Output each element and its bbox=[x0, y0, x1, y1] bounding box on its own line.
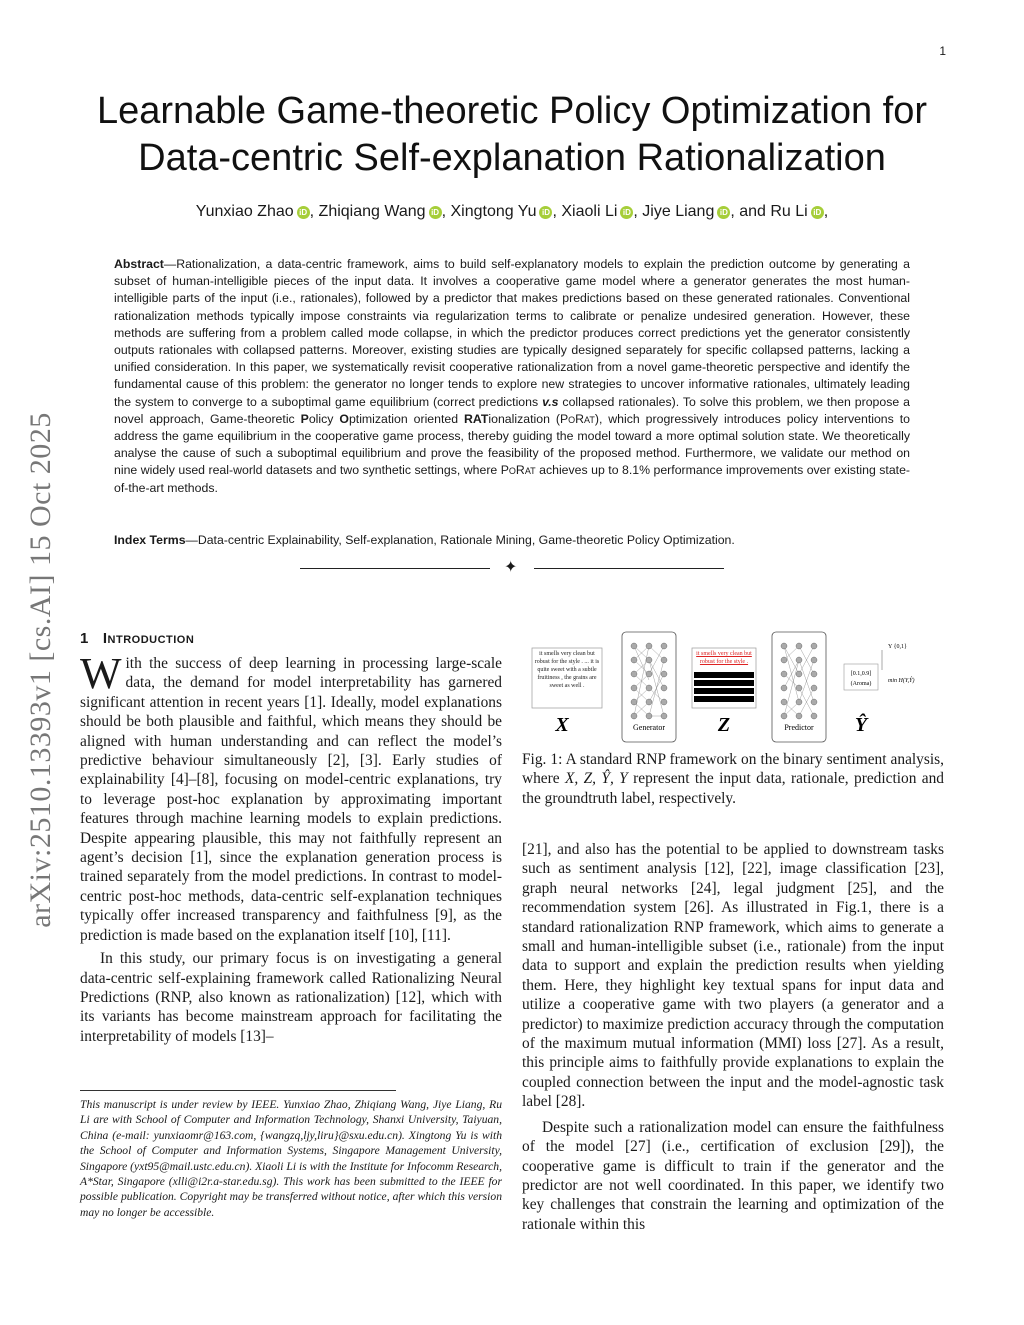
figure-caption bbox=[522, 750, 944, 808]
orcid-icon[interactable]: iD bbox=[429, 206, 442, 219]
author-joiner: , and bbox=[730, 203, 771, 220]
masked-token-bar bbox=[694, 688, 754, 694]
caption-text: Fig. 1: A standard RNP framework on the binary sentiment analysis, where bbox=[522, 751, 944, 788]
left-column bbox=[80, 649, 502, 1046]
abstract-label: Abstract bbox=[114, 257, 164, 271]
abstract-text: ), which progressively introduces policy interventions to address the game equilibrium in the cooperative game process, thereby guiding the model toward a more optimal solution state. We theoretically analyse the cause of such a suboptimal equilibrium and prove the feasibility of the proposed method. Furthermore, we validate our method on nine widely used real-world datasets and two synthetic settings, where bbox=[114, 411, 910, 478]
rnp-figure bbox=[522, 630, 944, 744]
masked-token-bar bbox=[694, 696, 754, 702]
page-number: 1 bbox=[939, 44, 946, 58]
generator-label: Generator bbox=[633, 723, 665, 732]
index-terms-text: Data-centric Explainability, Self-explanation, Rationale Mining, Game-theoretic Policy Optimization. bbox=[197, 533, 735, 547]
abstract-bold: P bbox=[300, 411, 309, 426]
intro-paragraph: In this study, our primary focus is on investigating a general data-centric self-explaining framework called Rationalizing Neural Predictions (RNP, also known as rationalization) [12], which with its variants has become mainstream approach for facilitating the interpretability of models [13]– bbox=[80, 950, 502, 1045]
abstract-text: olicy bbox=[308, 411, 340, 426]
section-number: 1 bbox=[80, 630, 89, 647]
divider-line bbox=[300, 568, 490, 569]
right-column bbox=[522, 840, 944, 1234]
index-terms-label: Index Terms bbox=[114, 533, 186, 547]
method-name: PoRat bbox=[559, 411, 595, 426]
author-separator: , bbox=[441, 203, 451, 220]
intro-paragraph bbox=[80, 649, 502, 945]
section-heading bbox=[80, 630, 194, 647]
orcid-icon[interactable]: iD bbox=[539, 206, 552, 219]
intro-text: ith the success of deep learning in processing large-scale data, the demand for model interpretability has garnered significant attention in recent years [1]. Ideally, model explanations should be both plausible and faithful, which means they should be aligned with human understanding and can reflect the model’s predictive behaviour simultaneously [2], [3]. Early studies of explainability [4]–[8], focusing on model-centric explanations, try to leverage post-hoc explanation by approximating important features through machine learning models to explain predictions. Despite appearing plausible, this may not faithfully represent an agent’s decision [1], since the explanation generation process is trained separately from the model predictions. In contrast to model-centric post-hoc methods, data-centric self-explanation techniques typically offer increased transparency and faithfulness [9], as the prediction is made based on the explanation itself [10], [11]. bbox=[80, 655, 502, 944]
z-label: Z bbox=[717, 714, 731, 736]
author-name: Xingtong Yu bbox=[450, 203, 537, 220]
abstract-dash: — bbox=[163, 257, 177, 271]
masked-token-bar bbox=[694, 680, 754, 686]
masked-token-bar bbox=[694, 672, 754, 678]
author-separator: , bbox=[633, 203, 643, 220]
author-separator: , bbox=[823, 203, 829, 220]
rationale-text: it smells very clean but robust for the style . bbox=[696, 651, 752, 665]
interval-label: [0.1,0.9] bbox=[850, 671, 872, 677]
author-name: Jiye Liang bbox=[642, 203, 715, 220]
label-set: Y {0,1} bbox=[888, 644, 907, 650]
abstract-text: ptimization oriented bbox=[348, 411, 465, 426]
paper-title: Learnable Game-theoretic Policy Optimization for Data-centric Self-explanation Rationalization bbox=[96, 90, 928, 179]
orcid-icon[interactable]: iD bbox=[811, 206, 824, 219]
author-list bbox=[60, 203, 964, 221]
arxiv-stamp bbox=[6, 380, 76, 960]
divider-star-icon: ✦ bbox=[504, 559, 518, 576]
loss-label: min H(Y,Ŷ) bbox=[888, 678, 915, 684]
abstract-bold: RAT bbox=[464, 411, 489, 426]
orcid-icon[interactable]: iD bbox=[717, 206, 730, 219]
caption-text: represent the input data, rationale, prediction and the groundtruth label, respectively. bbox=[522, 770, 945, 807]
aroma-label: (Aroma) bbox=[850, 681, 872, 687]
abstract-text: ionalization ( bbox=[488, 411, 560, 426]
abstract-text: collapsed rationales). To solve this problem, we then propose a novel approach, Game-theoretic bbox=[114, 394, 910, 426]
yhat-label: Ŷ bbox=[854, 714, 868, 736]
abstract-vs: v.s bbox=[542, 394, 559, 409]
input-text: it smells very clean but robust for the style . ... it is quite sweet with a subtle fruitiness , the grains are sweet as well . bbox=[534, 651, 600, 689]
author-name: Yunxiao Zhao bbox=[195, 203, 294, 220]
section-divider bbox=[300, 560, 724, 576]
author-name: Zhiqiang Wang bbox=[318, 203, 426, 220]
index-terms-dash: — bbox=[185, 533, 198, 547]
x-label: X bbox=[555, 714, 569, 736]
index-terms bbox=[114, 533, 910, 547]
abstract-text: achieves up to 8.1% performance improvements over existing state-of-the-art methods. bbox=[114, 463, 911, 495]
predictor-label: Predictor bbox=[784, 723, 814, 732]
divider-line bbox=[534, 568, 724, 569]
author-name: Xiaoli Li bbox=[561, 203, 618, 220]
footnote-rule bbox=[80, 1090, 396, 1091]
section-title: Introduction bbox=[102, 630, 195, 647]
author-separator: , bbox=[552, 203, 562, 220]
orcid-icon[interactable]: iD bbox=[297, 206, 310, 219]
method-name: PoRat bbox=[500, 463, 536, 478]
arxiv-stamp-text: arXiv:2510.13393v1 [cs.AI] 15 Oct 2025 bbox=[24, 412, 57, 928]
body-paragraph: [21], and also has the potential to be applied to downstream tasks such as sentiment analysis [12], [22], image classification [23], graph neural networks [24], legal judgment [25], and the recommendation system [26]. As illustrated in Fig.1, there is a standard rationalization RNP framework, which aims to generate a small and human-intelligible subset (i.e., rationale) from the input data to support and explain the prediction results when yielding them. Here, they highlight key textual spans for input data and utilize a cooperative game with two players (a generator and a predictor) to maximize prediction accuracy through the computation of the maximum mutual information (MMI) loss [27]. As a result, this principle aims to faithfully provide explanations to explain the coupled connection between the input and the model-agnostic task label [28]. bbox=[522, 841, 944, 1111]
orcid-icon[interactable]: iD bbox=[620, 206, 633, 219]
drop-cap: W bbox=[80, 649, 122, 698]
abstract bbox=[114, 256, 910, 497]
body-paragraph: Despite such a rationalization model can ensure the faithfulness of the model [27] (i.e., certification of exclusion [29]), the cooperative game is difficult to train if the generator and the predictor are not well coordinated. In this paper, we identify two key challenges that constrain the learning and optimization of the rationale within this bbox=[522, 1118, 944, 1233]
caption-vars: X, Z, Ŷ, Y bbox=[564, 770, 628, 788]
abstract-bold: O bbox=[339, 411, 349, 426]
author-separator: , bbox=[309, 203, 319, 220]
abstract-text: Rationalization, a data-centric framework, aims to build self-explanatory models to explain the prediction outcome by generating a subset of human-intelligible pieces of the input data. It involves a cooperative game model where a generator generates the most human-intelligible parts of the input (i.e., rationales), followed by a predictor that makes predictions based on these generated rationales. Conventional rationalization methods typically impose constraints via regularization terms to calibrate or penalize undesired generation. However, these methods are suffering from a problem called mode collapse, in which the predictor produces correct predictions yet the generator consistently outputs rationales with collapsed patterns. Moreover, existing studies are typically designed separately for specific collapsed patterns, lacking a unified consideration. In this paper, we systematically revisit cooperative rationalization from a novel game-theoretic perspective and identify the fundamental cause of this problem: the generator no longer tends to explore new strategies to uncover informative rationales, ultimately leading the system to converge to a suboptimal game equilibrium (correct predictions bbox=[114, 257, 910, 409]
footnote: This manuscript is under review by IEEE. Yunxiao Zhao, Zhiqiang Wang, Jiye Liang, Ru Li are with School of Computer and Information Technology, Shanxi University, Taiyuan, China (e-mail: yunxiaomr@163.com, {wangzq,ljy,liru}@sxu.edu.cn). Xingtong Yu is with the School of Computer and Information Systems, Singapore Management University, Singapore (yxt95@mail.ustc.edu.cn). Xiaoli Li is with the Institute for Infocomm Research, A*Star, Singapore (xlli@i2r.a-star.edu.sg). This work has been submitted to the IEEE for possible publication. Copyright may be transferred without notice, after which this version may no longer be accessible. bbox=[80, 1098, 502, 1219]
author-name: Ru Li bbox=[770, 203, 808, 220]
